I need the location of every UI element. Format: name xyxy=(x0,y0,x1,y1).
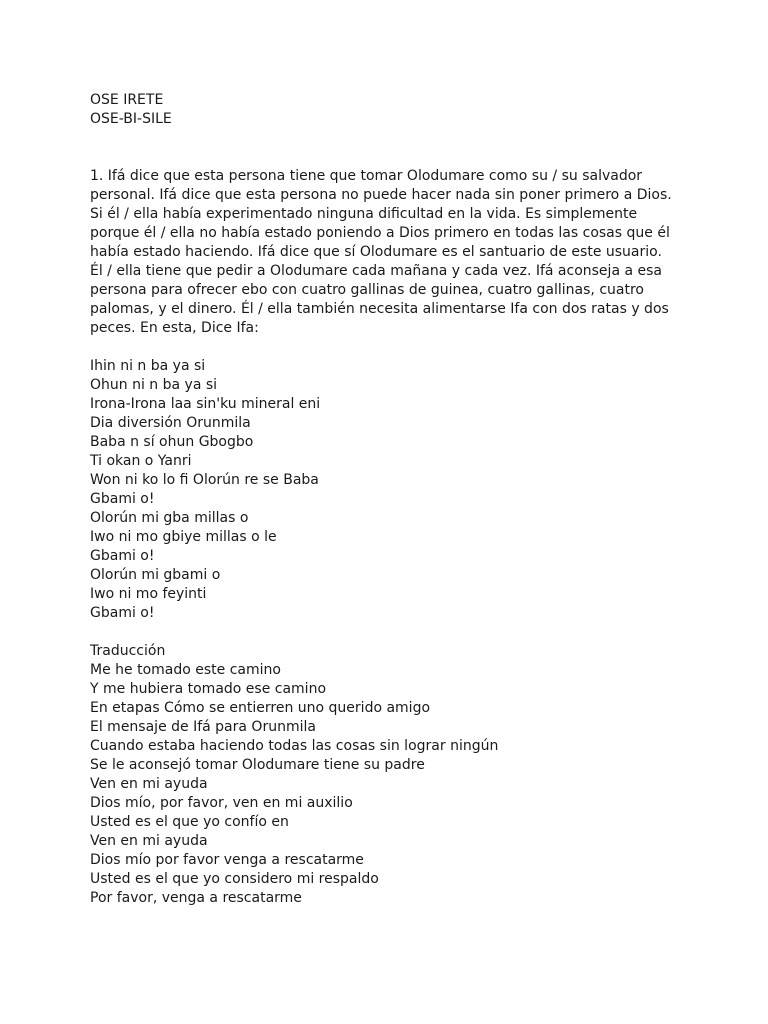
translation-line: Dios mío por favor venga a rescatarme xyxy=(90,852,364,868)
translation-line: Dios mío, por favor, ven en mi auxilio xyxy=(90,795,353,811)
verse-line: Olorún mi gba millas o xyxy=(90,510,249,526)
paragraph-line: 1. Ifá dice que esta persona tiene que tomar Olodumare como su / su salvador xyxy=(90,168,643,184)
verse-line: Won ni ko lo fi Olorún re se Baba xyxy=(90,472,319,488)
translation-line: Y me hubiera tomado ese camino xyxy=(90,681,327,697)
spacer xyxy=(90,129,690,167)
paragraph-line: había estado haciendo. Ifá dice que sí Olodumare es el santuario de este usuario. xyxy=(90,244,662,260)
translation-line: Ven en mi ayuda xyxy=(90,833,208,849)
verse-line: Gbami o! xyxy=(90,605,155,621)
paragraph-line: personal. Ifá dice que esta persona no puede hacer nada sin poner primero a Dios. xyxy=(90,187,672,203)
verse-line: Iwo ni mo feyinti xyxy=(90,586,207,602)
verse-line: Ohun ni n ba ya si xyxy=(90,377,218,393)
translation-line: En etapas Cómo se entierren uno querido amigo xyxy=(90,700,431,716)
document-title: OSE IRETE xyxy=(90,92,164,108)
translation-line: Por favor, venga a rescatarme xyxy=(90,890,302,906)
verse-line: Irona-Irona laa sin'ku mineral eni xyxy=(90,396,321,412)
intro-paragraph xyxy=(90,167,690,338)
paragraph-line: Si él / ella había experimentado ninguna dificultad en la vida. Es simplemente xyxy=(90,206,638,222)
translation-line: Cuando estaba haciendo todas las cosas sin lograr ningún xyxy=(90,738,499,754)
translation-line: El mensaje de Ifá para Orunmila xyxy=(90,719,316,735)
spacer xyxy=(90,338,690,357)
document-subtitle: OSE-BI-SILE xyxy=(90,111,172,127)
verse-line: Gbami o! xyxy=(90,491,155,507)
translation-line: Ven en mi ayuda xyxy=(90,776,208,792)
verse-block xyxy=(90,357,690,623)
translation-block xyxy=(90,642,690,908)
paragraph-line: persona para ofrecer ebo con cuatro gallinas de guinea, cuatro gallinas, cuatro xyxy=(90,282,644,298)
translation-line: Usted es el que yo confío en xyxy=(90,814,289,830)
translation-line: Usted es el que yo considero mi respaldo xyxy=(90,871,379,887)
verse-line: Ti okan o Yanri xyxy=(90,453,192,469)
translation-line: Me he tomado este camino xyxy=(90,662,281,678)
paragraph-line: porque él / ella no había estado poniendo a Dios primero en todas las cosas que él xyxy=(90,225,670,241)
document-page xyxy=(90,91,690,908)
verse-line: Baba n sí ohun Gbogbo xyxy=(90,434,254,450)
translation-heading: Traducción xyxy=(90,643,166,659)
paragraph-line: peces. En esta, Dice Ifa: xyxy=(90,320,259,336)
paragraph-line: Él / ella tiene que pedir a Olodumare cada mañana y cada vez. Ifá aconseja a esa xyxy=(90,263,662,279)
verse-line: Gbami o! xyxy=(90,548,155,564)
translation-line: Se le aconsejó tomar Olodumare tiene su padre xyxy=(90,757,425,773)
verse-line: Iwo ni mo gbiye millas o le xyxy=(90,529,277,545)
verse-line: Dia diversión Orunmila xyxy=(90,415,251,431)
verse-line: Olorún mi gbami o xyxy=(90,567,221,583)
paragraph-line: palomas, y el dinero. Él / ella también necesita alimentarse Ifa con dos ratas y dos xyxy=(90,301,669,317)
verse-line: Ihin ni n ba ya si xyxy=(90,358,206,374)
spacer xyxy=(90,623,690,642)
